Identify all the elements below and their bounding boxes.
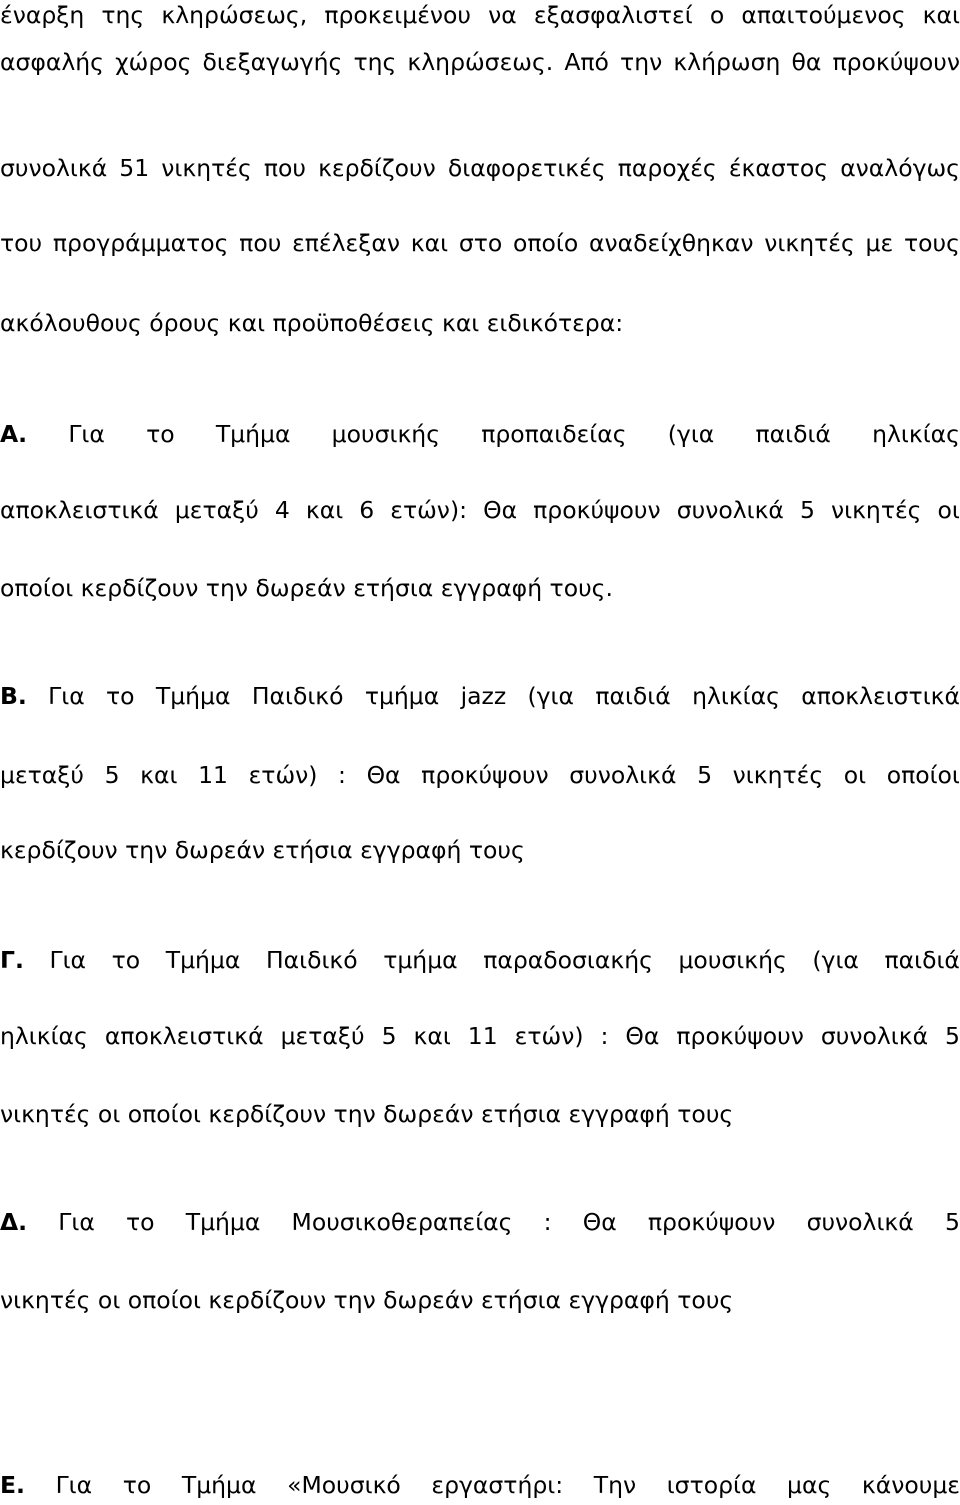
word: οποίοι xyxy=(886,761,960,789)
word: Θα xyxy=(483,496,518,524)
word: Θα xyxy=(582,1208,617,1236)
word: θα xyxy=(791,48,822,76)
word: παραδοσιακής xyxy=(483,946,653,974)
word: της xyxy=(101,1,145,29)
word: οποίο xyxy=(513,229,579,257)
word: οι xyxy=(843,761,867,789)
word: διεξαγωγής xyxy=(202,48,343,76)
intro-line-3 xyxy=(0,148,960,188)
word: Τμήμα xyxy=(165,946,241,974)
word: κάνουμε xyxy=(861,1471,960,1499)
section-label: Α. xyxy=(0,420,28,448)
word: (για xyxy=(527,682,575,710)
word: μουσικής xyxy=(331,420,440,448)
word: Για xyxy=(49,946,87,974)
intro-line-4 xyxy=(0,223,960,263)
word: και xyxy=(413,1022,451,1050)
word: αποκλειστικά xyxy=(801,682,960,710)
section-a-line-1 xyxy=(0,414,960,454)
word: Από xyxy=(564,48,609,76)
word: της xyxy=(353,48,397,76)
section-b-line-3: κερδίζουν την δωρεάν ετήσια εγγραφή τους xyxy=(0,836,525,864)
word: Τμήμα xyxy=(185,1208,261,1236)
word: (για xyxy=(667,420,715,448)
word: ετών): xyxy=(390,496,468,524)
word: ο xyxy=(709,1,725,29)
word: νικητές xyxy=(732,761,824,789)
word: και xyxy=(922,1,960,29)
word: 5 xyxy=(799,496,815,524)
word: αποκλειστικά xyxy=(0,496,159,524)
word: που xyxy=(239,229,282,257)
word: προκύψουν xyxy=(832,48,960,76)
section-a-line-2 xyxy=(0,490,960,530)
word: χώρος xyxy=(115,48,192,76)
word: του xyxy=(0,229,43,257)
word: και xyxy=(140,761,178,789)
word: ετών) xyxy=(514,1022,584,1050)
word: νικητές xyxy=(161,154,252,182)
word: επέλεξαν xyxy=(292,229,400,257)
word: Θα xyxy=(625,1022,660,1050)
word: την xyxy=(620,48,663,76)
word: οι xyxy=(937,496,960,524)
word: προκύψουν xyxy=(647,1208,776,1236)
word: Μουσικοθεραπείας xyxy=(291,1208,513,1236)
word: συνολικά xyxy=(569,761,677,789)
word: Θα xyxy=(366,761,401,789)
section-e-line-1 xyxy=(0,1465,960,1505)
word: προκειμένου xyxy=(324,1,472,29)
word: 6 xyxy=(359,496,375,524)
word: που xyxy=(263,154,306,182)
word: το xyxy=(126,1208,155,1236)
word: παροχές xyxy=(617,154,717,182)
word: αποκλειστικά xyxy=(104,1022,264,1050)
word: να xyxy=(488,1,517,29)
section-c-line-1 xyxy=(0,940,960,980)
word: 11 xyxy=(198,761,228,789)
word: : xyxy=(338,761,346,789)
word: 5 xyxy=(697,761,713,789)
word: 4 xyxy=(274,496,290,524)
word: (για xyxy=(812,946,859,974)
word: Τμήμα xyxy=(181,1471,257,1499)
word: κληρώσεως. xyxy=(407,48,554,76)
section-label: Γ. xyxy=(0,946,24,974)
word: παιδιά xyxy=(884,946,960,974)
section-b-line-2 xyxy=(0,755,960,795)
word: κλήρωση xyxy=(673,48,781,76)
word: μας xyxy=(787,1471,832,1499)
word: Τμήμα xyxy=(215,420,291,448)
word: Για xyxy=(68,420,105,448)
word: 5 xyxy=(104,761,120,789)
word: διαφορετικές xyxy=(447,154,606,182)
intro-line-2 xyxy=(0,42,960,82)
section-label: Β. xyxy=(0,682,27,710)
word: νικητές xyxy=(764,229,855,257)
word: προγράμματος xyxy=(52,229,229,257)
section-c-line-3: νικητές οι οποίοι κερδίζουν την δωρεάν ετήσια εγγραφή τους xyxy=(0,1100,734,1128)
word: Παιδικό xyxy=(265,946,358,974)
word: 11 xyxy=(467,1022,498,1050)
word: κληρώσεως, xyxy=(161,1,308,29)
word: μουσικής xyxy=(678,946,787,974)
word: μεταξύ xyxy=(174,496,259,524)
word: το xyxy=(111,946,141,974)
word: το xyxy=(122,1471,152,1499)
intro-line-1 xyxy=(0,0,960,35)
word: ετών) xyxy=(248,761,318,789)
word: Την xyxy=(593,1471,637,1499)
word: έναρξη xyxy=(0,1,85,29)
word: τμήμα xyxy=(364,682,440,710)
word: προκύψουν xyxy=(533,496,661,524)
word: τμήμα xyxy=(383,946,458,974)
word: ιστορία xyxy=(666,1471,757,1499)
word: : xyxy=(543,1208,552,1236)
word: εργαστήρι: xyxy=(431,1471,564,1499)
word: και xyxy=(410,229,449,257)
word: 5 xyxy=(944,1208,960,1236)
word: 5 xyxy=(945,1022,960,1050)
intro-line-5: ακόλουθους όρους και προϋποθέσεις και ειδικότερα: xyxy=(0,309,624,337)
section-label: Δ. xyxy=(0,1208,28,1236)
word: προπαιδείας xyxy=(481,420,627,448)
word: και xyxy=(305,496,344,524)
word: εξασφαλιστεί xyxy=(533,1,693,29)
word: μεταξύ xyxy=(280,1022,365,1050)
word: το xyxy=(146,420,175,448)
word: Για xyxy=(58,1208,95,1236)
section-a-line-3: οποίοι κερδίζουν την δωρεάν ετήσια εγγραφή τους. xyxy=(0,574,613,602)
word: 51 xyxy=(119,154,150,182)
section-label: Ε. xyxy=(0,1471,25,1499)
word: ηλικίας xyxy=(0,1022,88,1050)
word: προκύψουν xyxy=(676,1022,804,1050)
word: στο xyxy=(458,229,503,257)
word: με xyxy=(865,229,894,257)
word: μεταξύ xyxy=(0,761,84,789)
word: νικητές xyxy=(831,496,922,524)
word: συνολικά xyxy=(676,496,784,524)
word: απαιτούμενος xyxy=(741,1,906,29)
word: jazz xyxy=(460,682,507,710)
word: ασφαλής xyxy=(0,48,104,76)
word: αναδείχθηκαν xyxy=(589,229,754,257)
word: κερδίζουν xyxy=(318,154,436,182)
word: το xyxy=(106,682,135,710)
word: ηλικίας xyxy=(692,682,780,710)
word: Για xyxy=(55,1471,93,1499)
word: Για xyxy=(48,682,85,710)
word: τους xyxy=(903,229,960,257)
word: «Μουσικό xyxy=(287,1471,401,1499)
word: : xyxy=(600,1022,609,1050)
word: παιδιά xyxy=(595,682,671,710)
word: 5 xyxy=(381,1022,397,1050)
word: παιδιά xyxy=(755,420,831,448)
section-c-line-2 xyxy=(0,1016,960,1056)
section-b-line-1 xyxy=(0,676,960,716)
word: ηλικίας xyxy=(872,420,960,448)
word: συνολικά xyxy=(806,1208,914,1236)
word: αναλόγως xyxy=(840,154,960,182)
word: συνολικά xyxy=(820,1022,929,1050)
word: Τμήμα xyxy=(155,682,231,710)
section-d-line-1 xyxy=(0,1202,960,1242)
section-d-line-2: νικητές οι οποίοι κερδίζουν την δωρεάν ετήσια εγγραφή τους xyxy=(0,1286,734,1314)
word: προκύψουν xyxy=(421,761,549,789)
word: έκαστος xyxy=(728,154,829,182)
word: συνολικά xyxy=(0,154,108,182)
word: Παιδικό xyxy=(251,682,344,710)
